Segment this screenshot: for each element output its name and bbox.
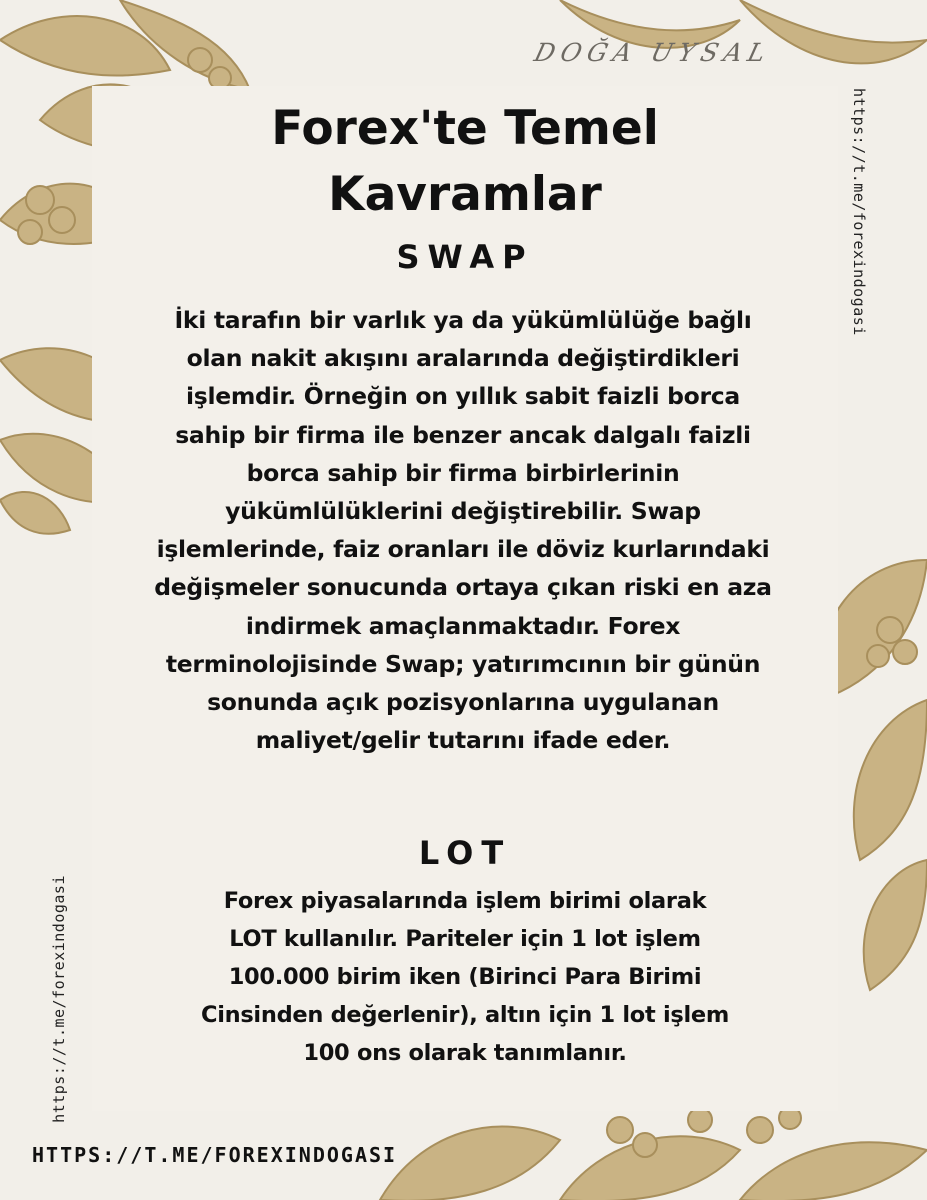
title-line-1: Forex'te Temel <box>271 101 659 156</box>
text-line: yükümlülüklerini değiştirebilir. Swap <box>225 497 701 526</box>
side-url-left[interactable]: https://t.me/forexindogasi <box>50 875 68 1123</box>
swap-paragraph <box>102 301 824 759</box>
side-url-right[interactable]: https://t.me/forexindogasi <box>850 88 868 336</box>
text-line: sonunda açık pozisyonlarına uygulanan <box>207 688 719 717</box>
title-line-2: Kavramlar <box>328 167 602 222</box>
text-line: işlemdir. Örneğin on yıllık sabit faizli borca <box>186 382 740 411</box>
text-line: terminolojisinde Swap; yatırımcının bir günün <box>165 649 761 678</box>
author-signature: DOĞA UYSAL <box>531 38 775 67</box>
text-line: sahip bir firma ile benzer ancak dalgalı faizli <box>175 420 751 449</box>
text-line: maliyet/gelir tutarını ifade eder. <box>255 726 671 755</box>
text-line: 100.000 birim iken (Birinci Para Birimi <box>228 964 702 990</box>
text-line: LOT kullanılır. Pariteler için 1 lot işlem <box>229 926 701 952</box>
text-line: işlemlerinde, faiz oranları ile döviz kurlarındaki <box>156 535 770 564</box>
text-line: İki tarafın bir varlık ya da yükümlülüğe bağlı <box>174 306 752 334</box>
text-line: 100 ons olarak tanımlanır. <box>303 1040 627 1066</box>
text-line: borca sahip bir firma birbirlerinin <box>246 458 680 487</box>
swap-heading: SWAP <box>396 238 534 276</box>
page-title <box>92 96 838 228</box>
text-line: indirmek amaçlanmaktadır. Forex <box>245 611 681 640</box>
lot-paragraph <box>160 882 770 1072</box>
lot-heading: LOT <box>418 834 512 872</box>
bottom-url-link[interactable]: HTTPS://T.ME/FOREXINDOGASI <box>32 1143 398 1167</box>
text-line: olan nakit akışını aralarında değiştirdikleri <box>186 344 740 373</box>
text-line: Forex piyasalarında işlem birimi olarak <box>223 888 707 914</box>
text-line: değişmeler sonucunda ortaya çıkan riski en aza <box>154 573 772 602</box>
text-line: Cinsinden değerlenir), altın için 1 lot işlem <box>201 1002 729 1028</box>
